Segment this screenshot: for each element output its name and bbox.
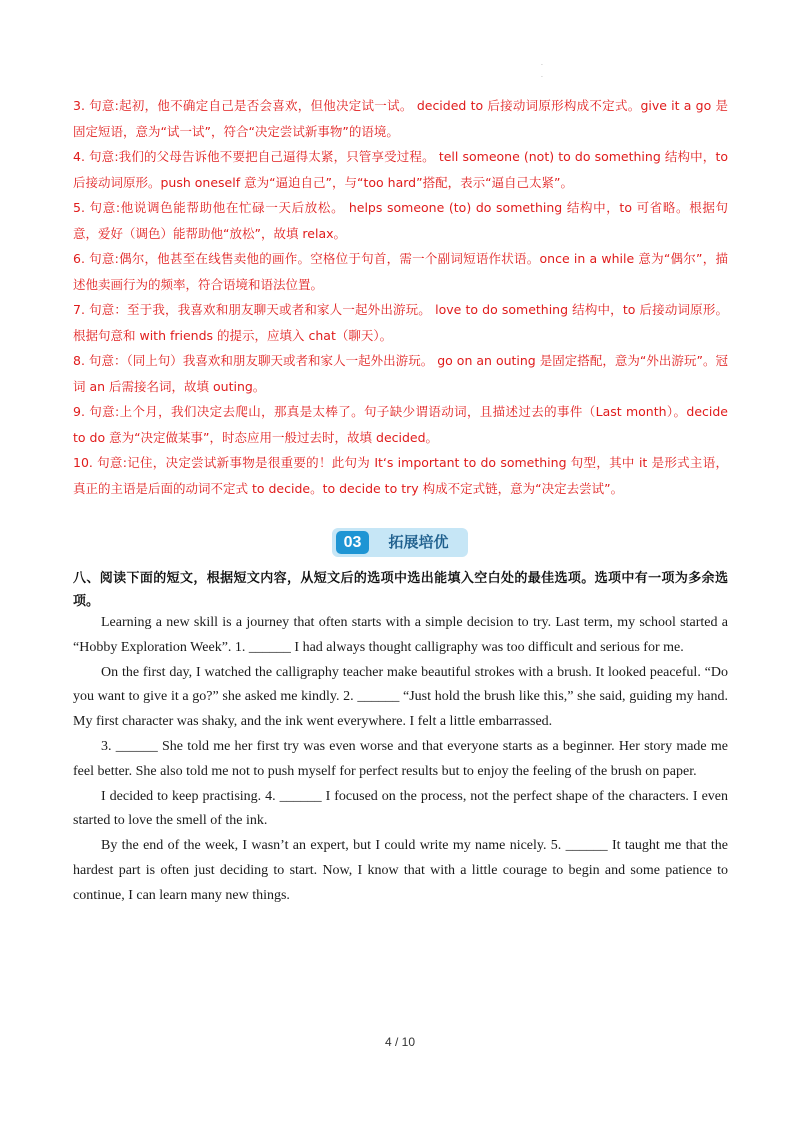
section-title: 拓展培优 bbox=[388, 533, 449, 551]
reading-passage bbox=[73, 611, 728, 909]
passage-paragraph-1: Learning a new skill is a journey that often starts with a simple decision to try. Last term, my school started a “Hobby Exploration Week”. 1. ______ I had always thought calligraphy was too difficult and serious for me. bbox=[73, 615, 728, 655]
explanation-9: 9. 句意:上个月，我们决定去爬山，那真是太棒了。句子缺少谓语动词，且描述过去的事件（Last month）。decide to do 意为“决定做某事”，时态应用一般过去时，故填 decided。 bbox=[73, 404, 728, 445]
passage-paragraph-2: On the first day, I watched the calligraphy teacher make beautiful strokes with a brush. It looked peaceful. “Do you want to give it a go?” she asked me kindly. 2. ______ “Just hold the brush like this,” she said, guiding my hand. My first character was shaky, and the ink went everywhere. I felt a little embarrassed. bbox=[73, 664, 728, 730]
exercise-instruction: 八、阅读下面的短文，根据短文内容，从短文后的选项中选出能填入空白处的最佳选项。选项中有一项为多余选项。 bbox=[73, 571, 728, 609]
explanation-4: 4. 句意:我们的父母告诉他不要把自己逼得太紧，只管享受过程。 tell someone (not) to do something 结构中，to 后接动词原形。push oneself 意为“逼迫自己”，与“too hard”搭配，表示“逼自己太紧”。 bbox=[73, 149, 728, 190]
scan-marks: · · bbox=[541, 62, 543, 81]
explanation-3: 3. 句意:起初，他不确定自己是否会喜欢，但他决定试一试。 decided to 后接动词原形构成不定式。give it a go 是固定短语，意为“试一试”，符合“决定尝试新事物”的语境。 bbox=[73, 98, 728, 139]
page-number: 4 / 10 bbox=[384, 1035, 416, 1049]
section-badge bbox=[332, 528, 468, 557]
explanation-5: 5. 句意:他说调色能帮助他在忙碌一天后放松。 helps someone (to) do something 结构中，to 可省略。根据句意，爱好（调色）能帮助他“放松”，故填 relax。 bbox=[73, 200, 728, 241]
explanation-6: 6. 句意:偶尔，他甚至在线售卖他的画作。空格位于句首，需一个副词短语作状语。once in a while 意为“偶尔”，描述他卖画行为的频率，符合语境和语法位置。 bbox=[73, 251, 728, 292]
passage-paragraph-5: By the end of the week, I wasn’t an expert, but I could write my name nicely. 5. ______ It taught me that the hardest part is often just deciding to start. Now, I know that with a little courage to begin and some patience to continue, I can learn many new things. bbox=[73, 838, 728, 903]
explanation-8: 8. 句意：（同上句）我喜欢和朋友聊天或者和家人一起外出游玩。 go on an outing 是固定搭配，意为“外出游玩”。冠词 an 后需接名词，故填 outing。 bbox=[73, 353, 728, 394]
answer-explanations bbox=[73, 93, 728, 501]
explanation-10: 10. 句意:记住，决定尝试新事物是很重要的！此句为 It‘s important to do something 句型，其中 it 是形式主语，真正的主语是后面的动词不定式 to decide。to decide to try 构成不定式链，意为“决定去尝试”。 bbox=[73, 455, 728, 496]
passage-paragraph-3: 3. ______ She told me her first try was even worse and that everyone starts as a beginner. Her story made me feel better. She also told me not to push myself for perfect results but to enjoy the feeling of the brush on paper. bbox=[73, 738, 728, 779]
explanation-7: 7. 句意：至于我，我喜欢和朋友聊天或者和家人一起外出游玩。 love to do something 结构中，to 后接动词原形。根据句意和 with friends 的提示，应填入 chat（聊天）。 bbox=[73, 302, 728, 343]
section-number: 03 bbox=[336, 531, 369, 554]
passage-paragraph-4: I decided to keep practising. 4. ______ I focused on the process, not the perfect shape of the characters. I even started to love the smell of the ink. bbox=[73, 788, 728, 829]
